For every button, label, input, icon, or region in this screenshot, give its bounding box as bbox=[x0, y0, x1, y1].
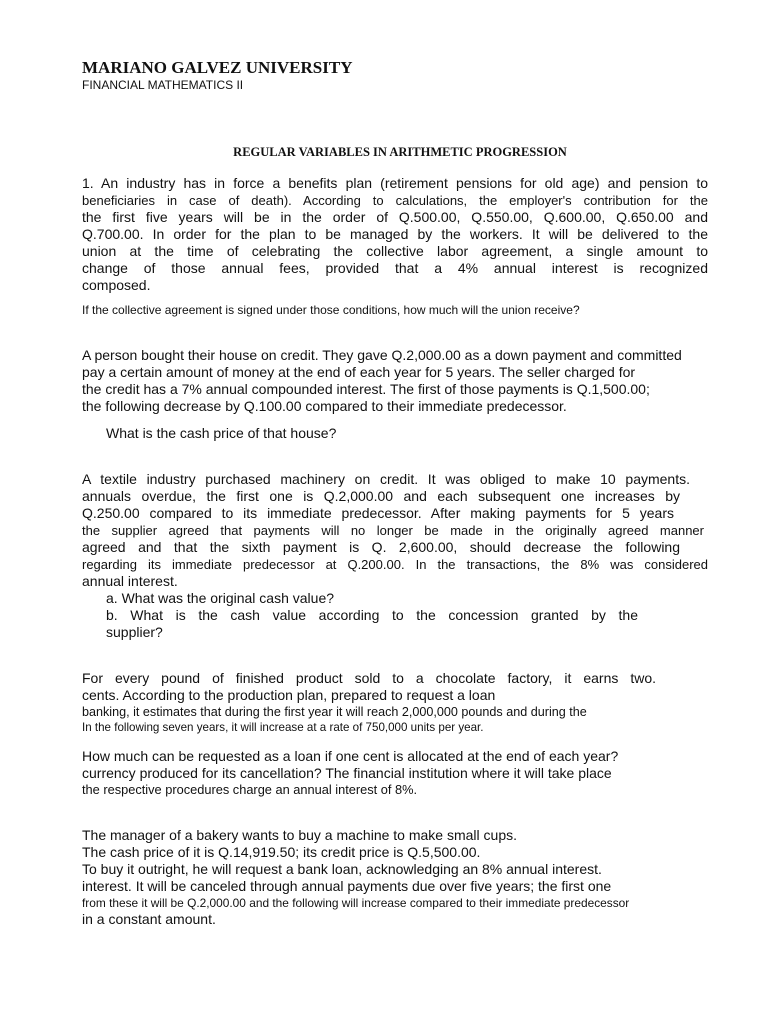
problem-3-line: agreed and that the sixth payment is Q. 2,600.00, should decrease the following bbox=[82, 539, 680, 555]
university-name: MARIANO GALVEZ UNIVERSITY bbox=[82, 58, 353, 77]
problem-3-line: the supplier agreed that payments will no longer be made in the originally agreed manner bbox=[82, 523, 704, 538]
problem-4-question: How much can be requested as a loan if one cent is allocated at the end of each year? bbox=[82, 748, 619, 764]
problem-4-line: banking, it estimates that during the first year it will reach 2,000,000 pounds and during the bbox=[82, 705, 587, 719]
problem-3-question-b-cont: supplier? bbox=[106, 624, 163, 640]
problem-3-line: annual interest. bbox=[82, 573, 178, 589]
problem-5-line: The cash price of it is Q.14,919.50; its credit price is Q.5,500.00. bbox=[82, 844, 481, 860]
problem-2-line: the credit has a 7% annual compounded interest. The first of those payments is Q.1,500.00; bbox=[82, 381, 650, 397]
problem-3-line: annuals overdue, the first one is Q.2,000.00 and each subsequent one increases by bbox=[82, 488, 680, 504]
problem-1-line: 1. An industry has in force a benefits plan (retirement pensions for old age) and pension to bbox=[82, 175, 708, 191]
problem-1-line: union at the time of celebrating the collective labor agreement, a single amount to bbox=[82, 243, 708, 259]
problem-1-question: If the collective agreement is signed under those conditions, how much will the union receive? bbox=[82, 303, 580, 317]
document-title: REGULAR VARIABLES IN ARITHMETIC PROGRESSION bbox=[233, 145, 567, 159]
problem-4-question: currency produced for its cancellation? The financial institution where it will take place bbox=[82, 765, 612, 781]
problem-5-line: in a constant amount. bbox=[82, 911, 216, 927]
problem-1-line: composed. bbox=[82, 277, 151, 293]
problem-2-question: What is the cash price of that house? bbox=[106, 425, 337, 441]
problem-3-line: Q.250.00 compared to its immediate predecessor. After making payments for 5 years bbox=[82, 505, 674, 521]
problem-1-line: Q.700.00. In order for the plan to be managed by the workers. It will be delivered to the bbox=[82, 226, 708, 242]
course-name: FINANCIAL MATHEMATICS II bbox=[82, 78, 244, 92]
problem-1 bbox=[82, 175, 708, 318]
problem-1-line: the first five years will be in the order of Q.500.00, Q.550.00, Q.600.00, Q.650.00 and bbox=[82, 209, 708, 225]
problem-3-question-a: a. What was the original cash value? bbox=[106, 590, 335, 606]
problem-5-line: The manager of a bakery wants to buy a machine to make small cups. bbox=[82, 827, 517, 843]
problem-3-question-b: b. What is the cash value according to the concession granted by the bbox=[106, 607, 638, 623]
problem-4-line: For every pound of finished product sold to a chocolate factory, it earns two. bbox=[82, 670, 656, 686]
problem-4 bbox=[82, 670, 708, 798]
problem-2-line: pay a certain amount of money at the end of each year for 5 years. The seller charged for bbox=[82, 364, 636, 380]
problem-2-line: A person bought their house on credit. They gave Q.2,000.00 as a down payment and committed bbox=[82, 347, 682, 363]
problem-1-line: beneficiaries in case of death). According to calculations, the employer's contribution for the bbox=[82, 193, 708, 208]
problem-5 bbox=[82, 827, 708, 928]
problem-3-line: regarding its immediate predecessor at Q.200.00. In the transactions, the 8% was considered bbox=[82, 557, 708, 572]
problem-2 bbox=[82, 347, 708, 442]
problem-1-line: change of those annual fees, provided that a 4% annual interest is recognized bbox=[82, 260, 708, 276]
document-page bbox=[82, 58, 708, 928]
problem-3-line: A textile industry purchased machinery on credit. It was obliged to make 10 payments. bbox=[82, 471, 690, 487]
problem-5-line: from these it will be Q.2,000.00 and the following will increase compared to their immediate predecessor bbox=[82, 896, 630, 910]
problem-2-line: the following decrease by Q.100.00 compared to their immediate predecessor. bbox=[82, 398, 567, 414]
problem-5-line: To buy it outright, he will request a bank loan, acknowledging an 8% annual interest. bbox=[82, 861, 602, 877]
problem-4-question: the respective procedures charge an annual interest of 8%. bbox=[82, 782, 418, 797]
problem-5-line: interest. It will be canceled through annual payments due over five years; the first one bbox=[82, 878, 612, 894]
problem-4-line: In the following seven years, it will increase at a rate of 750,000 units per year. bbox=[82, 721, 484, 734]
problem-4-line: cents. According to the production plan, prepared to request a loan bbox=[82, 687, 496, 703]
problem-3 bbox=[82, 471, 708, 641]
